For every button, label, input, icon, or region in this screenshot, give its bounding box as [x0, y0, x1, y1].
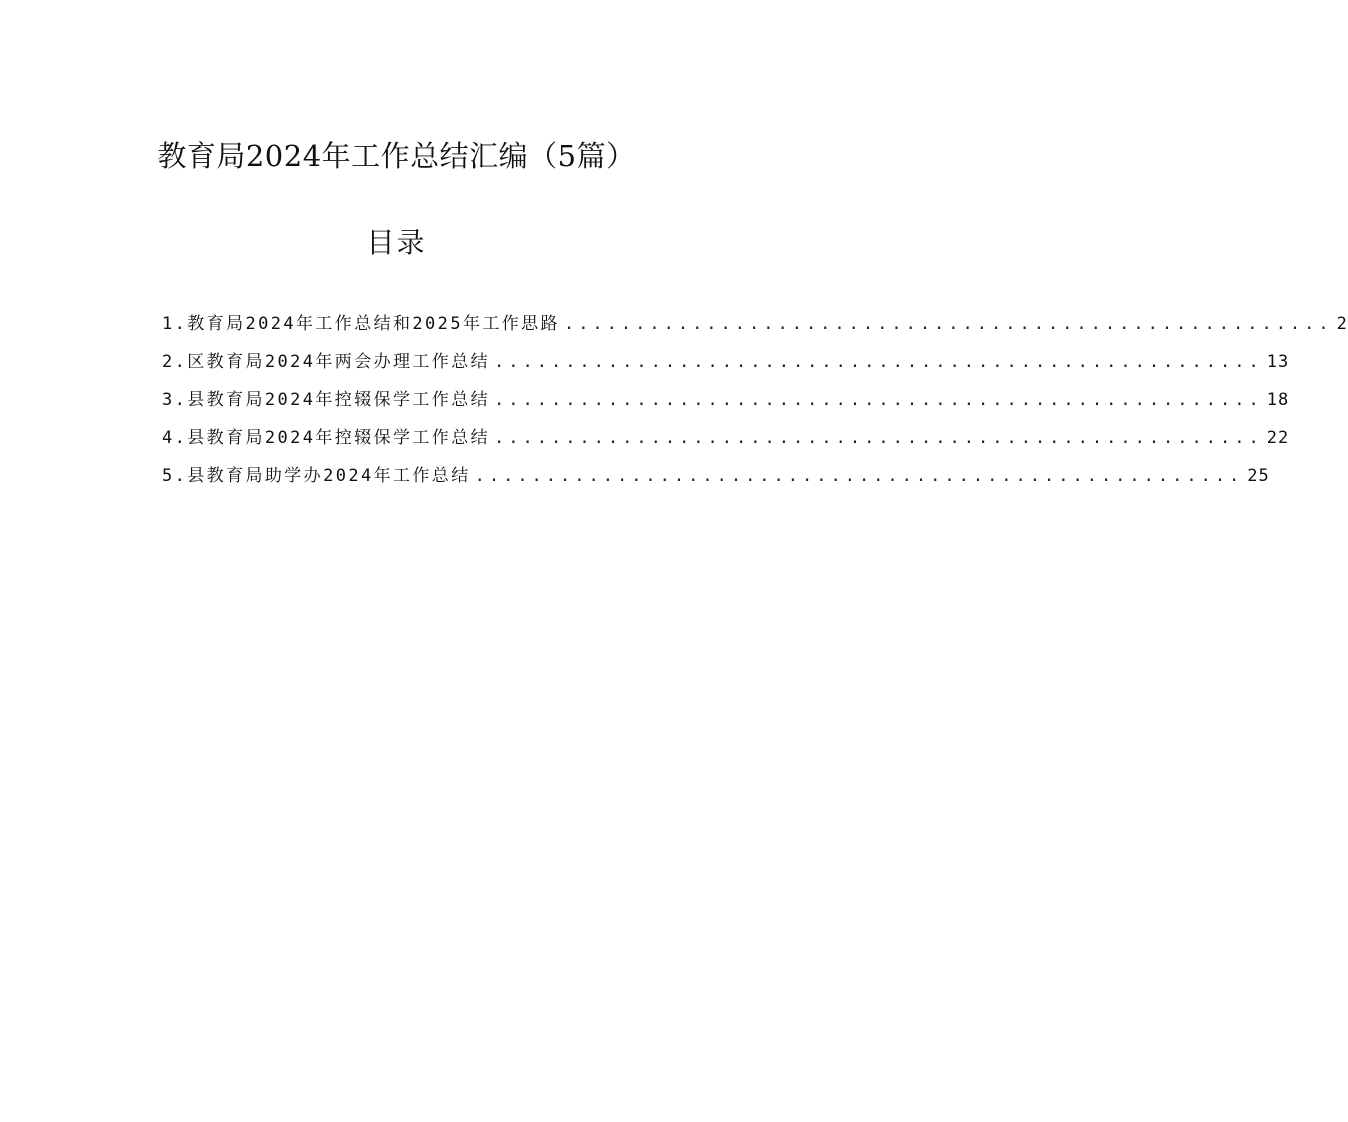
- toc-entry-page[interactable]: 13: [1266, 352, 1290, 372]
- document-title: 教育局2024年工作总结汇编（5篇）: [157, 139, 636, 173]
- toc-entry[interactable]: [162, 386, 1290, 424]
- toc-entry-title[interactable]: 1.教育局2024年工作总结和2025年工作思路: [162, 314, 560, 334]
- toc-entry-page[interactable]: 25: [1247, 466, 1270, 486]
- toc-dot-leader: ......................................................: [494, 390, 1263, 410]
- toc-entry-title[interactable]: 3.县教育局2024年控辍保学工作总结: [162, 390, 491, 410]
- toc-entry-page[interactable]: 22: [1266, 428, 1290, 448]
- toc-heading: 目录: [366, 226, 427, 259]
- toc-entry[interactable]: [162, 310, 1348, 348]
- toc-entry-page[interactable]: 2: [1336, 314, 1348, 334]
- toc-entry[interactable]: [162, 462, 1270, 500]
- toc-entry-title[interactable]: 5.县教育局助学办2024年工作总结: [162, 466, 471, 486]
- toc-dot-leader: ......................................................: [494, 352, 1263, 372]
- toc-entry-title[interactable]: 2.区教育局2024年两会办理工作总结: [162, 352, 491, 372]
- toc-entry[interactable]: [162, 424, 1290, 462]
- toc-entry[interactable]: [162, 348, 1290, 386]
- toc-dot-leader: ......................................................: [474, 466, 1244, 486]
- toc-entry-page[interactable]: 18: [1266, 390, 1290, 410]
- table-of-contents: [162, 310, 1348, 500]
- toc-dot-leader: ......................................................: [563, 314, 1333, 334]
- toc-dot-leader: ......................................................: [494, 428, 1263, 448]
- toc-entry-title[interactable]: 4.县教育局2024年控辍保学工作总结: [162, 428, 491, 448]
